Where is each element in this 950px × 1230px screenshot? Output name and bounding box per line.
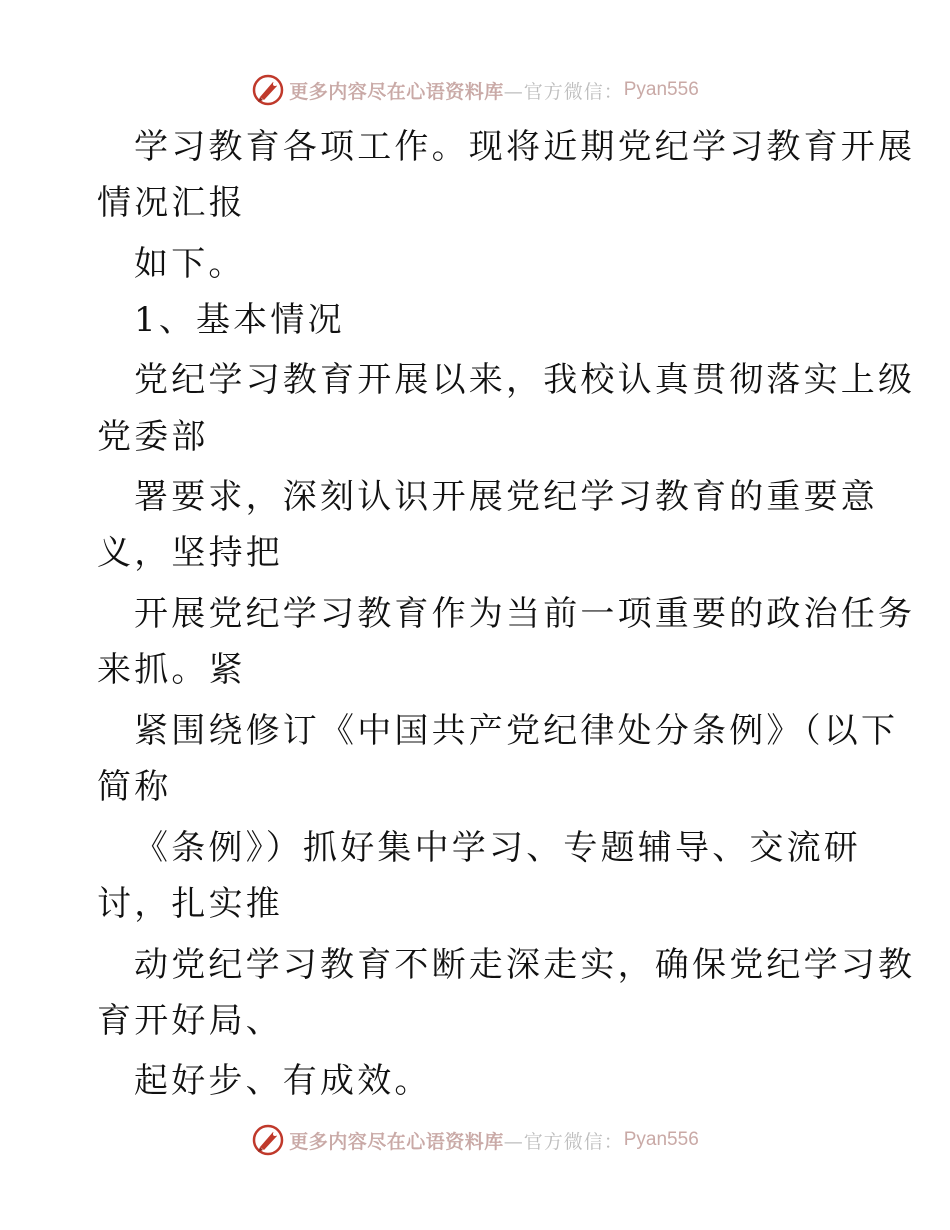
text-line: 简称 [97, 767, 172, 807]
footer-watermark [0, 1120, 950, 1160]
text-line: 如下。 [134, 244, 246, 284]
text-line: 党委部 [97, 417, 209, 457]
text-line: 《条例》）抓好集中学习、专题辅导、交流研 [134, 828, 861, 868]
text-line: 来抓。紧 [97, 650, 246, 690]
text-line: 育开好局、 [97, 1001, 283, 1041]
section-heading: 1、基本情况 [134, 300, 345, 340]
text-line: 学习教育各项工作。现将近期党纪学习教育开展 [134, 127, 916, 167]
text-line: 署要求，深刻认识开展党纪学习教育的重要意 [134, 477, 878, 517]
pen-logo-icon [251, 1123, 285, 1157]
text-line: 紧围绕修订《中国共产党纪律处分条例》（以下 [134, 711, 899, 751]
watermark-sub-text: —官方微信： [503, 1130, 624, 1153]
header-watermark [0, 70, 950, 110]
watermark-main-text: 更多内容尽在心语资料库 [289, 80, 504, 103]
pen-logo-icon [251, 73, 285, 107]
text-line: 党纪学习教育开展以来，我校认真贯彻落实上级 [134, 360, 916, 400]
watermark-wechat-id: Pyan556 [623, 1129, 699, 1150]
text-line: 情况汇报 [97, 183, 246, 223]
watermark-wechat-id: Pyan556 [623, 79, 699, 100]
watermark-main-text: 更多内容尽在心语资料库 [289, 1130, 504, 1153]
text-line: 讨，扎实推 [97, 884, 283, 924]
text-line: 义，坚持把 [97, 533, 283, 573]
text-line: 开展党纪学习教育作为当前一项重要的政治任务 [134, 594, 916, 634]
text-line: 起好步、有成效。 [134, 1061, 432, 1101]
text-line: 动党纪学习教育不断走深走实，确保党纪学习教 [134, 945, 916, 985]
watermark-sub-text: —官方微信： [503, 80, 624, 103]
